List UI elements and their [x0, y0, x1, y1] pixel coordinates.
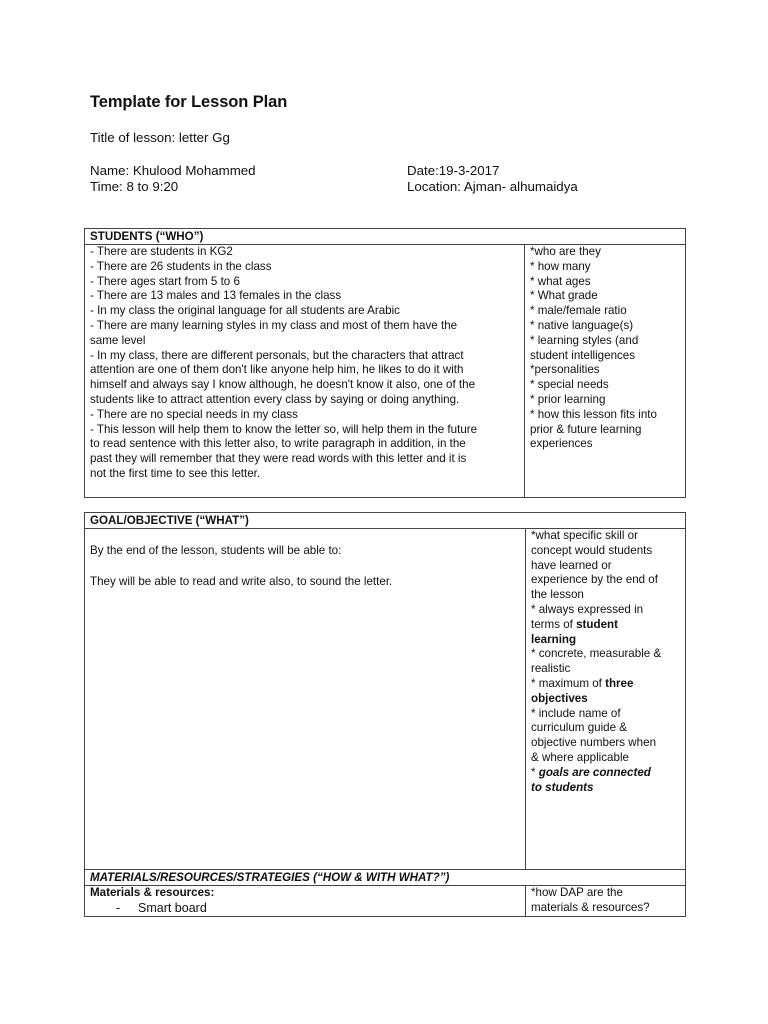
guide-line: concept would students	[531, 543, 653, 557]
guide-line: experience by the end of	[531, 573, 658, 587]
lesson-time: Time: 8 to 9:20	[90, 179, 179, 194]
students-line: students like to attract attention every class by saying or doing anything.	[90, 392, 460, 406]
materials-item-label: Smart board	[138, 900, 207, 915]
students-table	[84, 228, 686, 498]
students-line: past they will remember that they were read words with this letter and it is	[90, 452, 467, 466]
guide-line: materials & resources?	[531, 900, 650, 914]
guide-line	[531, 618, 680, 633]
students-line: - There are students in KG2	[90, 245, 233, 258]
guide-emphasis: three	[605, 676, 634, 690]
guide-line	[531, 677, 680, 692]
guide-line: have learned or	[531, 558, 612, 572]
goal-objective: They will be able to read and write also, to sound the letter.	[90, 574, 393, 588]
guide-line	[531, 766, 680, 781]
guide-line: * prior learning	[530, 392, 606, 406]
students-line: - This lesson will help them to know the letter so, will help them in the future	[90, 422, 478, 436]
goal-description	[85, 529, 526, 870]
guide-line: * how this lesson fits into	[530, 407, 657, 421]
materials-description	[85, 886, 526, 917]
guide-line: * special needs	[530, 378, 609, 392]
students-line: same level	[90, 333, 146, 347]
guide-line: the lesson	[531, 588, 584, 602]
materials-guide	[526, 886, 686, 917]
students-description	[85, 245, 525, 498]
guide-emphasis: to students	[531, 780, 594, 794]
materials-subheader: Materials & resources:	[90, 886, 215, 899]
guide-line: * include name of	[531, 706, 621, 720]
guide-line: * What grade	[530, 289, 598, 303]
goal-header: GOAL/OBJECTIVE (“WHAT”)	[85, 513, 686, 529]
goal-guide	[526, 529, 686, 870]
guide-line: *what specific skill or	[531, 529, 638, 542]
guide-text: *	[531, 765, 539, 779]
teacher-name: Name: Khulood Mohammed	[90, 163, 256, 178]
guide-text: * maximum of	[531, 676, 606, 690]
guide-line: * learning styles (and	[530, 333, 639, 347]
students-line: - There are 26 students in the class	[90, 259, 272, 273]
materials-item	[90, 901, 520, 916]
guide-line: realistic	[531, 662, 571, 676]
guide-emphasis: goals are connected	[538, 765, 651, 779]
guide-line: prior & future learning	[530, 422, 642, 436]
guide-line: *who are they	[530, 245, 601, 258]
lesson-date: Date:19-3-2017	[407, 163, 500, 178]
materials-header: MATERIALS/RESOURCES/STRATEGIES (“HOW & WITH WHAT?”)	[85, 870, 686, 886]
students-line: not the first time to see this letter.	[90, 466, 261, 480]
students-line: - In my class, there are different personals, but the characters that attract	[90, 348, 464, 362]
goal-materials-table	[84, 512, 686, 917]
lesson-title: Title of lesson: letter Gg	[90, 130, 230, 145]
guide-line: experiences	[530, 437, 593, 451]
guide-line: * what ages	[530, 274, 591, 288]
guide-line: objective numbers when	[531, 736, 657, 750]
goal-intro: By the end of the lesson, students will be able to:	[90, 544, 342, 557]
guide-line: * how many	[530, 259, 591, 273]
guide-text: terms of	[531, 617, 577, 631]
students-line: - In my class the original language for all students are Arabic	[90, 304, 400, 318]
guide-line: * native language(s)	[530, 318, 634, 332]
students-line: - There ages start from 5 to 6	[90, 274, 240, 288]
students-line: attention are one of them don't like anyone help him, he likes to do it with	[90, 363, 464, 377]
guide-emphasis: student	[576, 617, 618, 631]
guide-line: & where applicable	[531, 750, 629, 764]
students-line: - There are many learning styles in my class and most of them have the	[90, 318, 458, 332]
students-line: - There are no special needs in my class	[90, 407, 298, 421]
guide-line: *how DAP are the	[531, 886, 623, 899]
guide-line: *personalities	[530, 363, 600, 377]
guide-emphasis: learning	[531, 632, 577, 646]
document-title: Template for Lesson Plan	[90, 93, 288, 111]
students-guide	[525, 245, 686, 498]
students-line: - There are 13 males and 13 females in the class	[90, 289, 342, 303]
bullet-dash: -	[116, 900, 121, 915]
guide-line: * male/female ratio	[530, 304, 627, 318]
guide-line: * concrete, measurable &	[531, 647, 662, 661]
guide-line: student intelligences	[530, 348, 636, 362]
guide-emphasis: objectives	[531, 691, 588, 705]
students-line: to read sentence with this letter also, to write paragraph in addition, in the	[90, 437, 466, 451]
lesson-location: Location: Ajman- alhumaidya	[407, 179, 578, 194]
guide-line: * always expressed in	[531, 602, 644, 616]
students-line: himself and always say I know although, he doesn't know it also, one of the	[90, 378, 476, 392]
students-header: STUDENTS (“WHO”)	[85, 229, 686, 245]
guide-line: curriculum guide &	[531, 721, 628, 735]
